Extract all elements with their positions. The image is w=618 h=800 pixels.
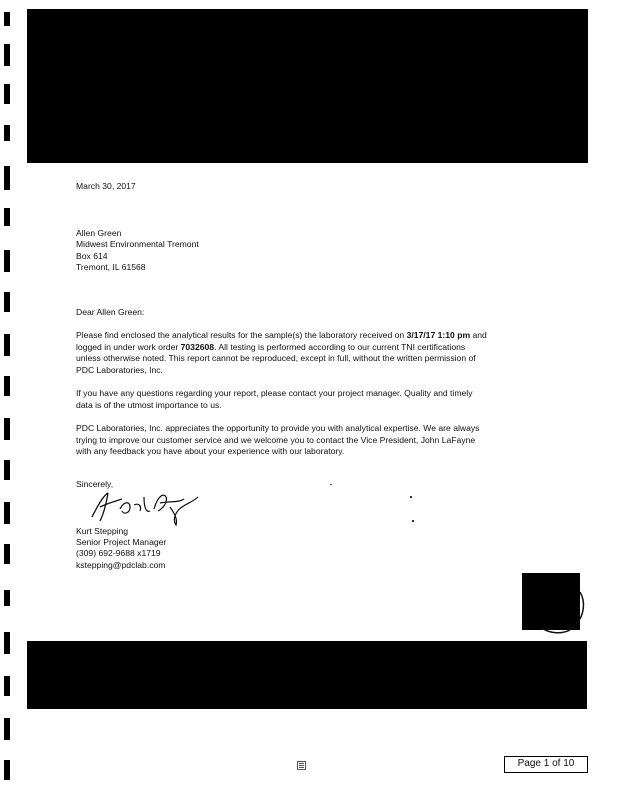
paragraph-questions bbox=[76, 388, 506, 411]
received-datetime: 3/17/17 1:10 pm bbox=[406, 330, 471, 340]
recipient-company: Midwest Environmental Tremont bbox=[76, 239, 199, 249]
paragraph-feedback-line2: trying to improve our customer service and we welcome you to contact the Vice President, John LaFayne bbox=[76, 434, 476, 445]
recipient-address-line2: Tremont, IL 61568 bbox=[76, 262, 146, 272]
handwritten-signature bbox=[86, 487, 201, 527]
text-span: logged in under work order bbox=[76, 341, 181, 352]
signer-phone: (309) 692-9688 x1719 bbox=[76, 548, 161, 558]
text-span: and bbox=[470, 330, 487, 340]
page-number-label: Page 1 of 10 bbox=[504, 756, 588, 773]
paragraph-questions-line1: If you have any questions regarding your report, please contact your project manager. Quality and timely bbox=[76, 388, 473, 398]
salutation: Dear Allen Green: bbox=[76, 307, 145, 317]
scan-speck bbox=[410, 496, 412, 498]
paragraph-results-line1 bbox=[76, 330, 506, 342]
scan-speck bbox=[412, 520, 414, 522]
recipient-name: Allen Green bbox=[76, 228, 122, 238]
closing: Sincerely, bbox=[76, 479, 114, 489]
recipient-address-line1: Box 614 bbox=[76, 251, 108, 261]
paragraph-feedback bbox=[76, 423, 506, 458]
signer-email: kstepping@pdclab.com bbox=[76, 560, 166, 570]
paragraph-results-line2 bbox=[76, 342, 506, 354]
scan-speck bbox=[330, 484, 332, 485]
paragraph-results-line3: unless otherwise noted. This report cannot be reproduced, except in full, without the written permission of bbox=[76, 353, 476, 364]
work-order-number: 7032608 bbox=[180, 341, 215, 352]
signer-title: Senior Project Manager bbox=[76, 537, 167, 547]
paragraph-feedback-line3: with any feedback you have about your experience with our laboratory. bbox=[76, 446, 345, 457]
text-span: . All testing is performed according to our current TNI certifications bbox=[214, 341, 466, 352]
paragraph-questions-line2: data is of the utmost importance to us. bbox=[76, 399, 222, 410]
footer-barcode-icon bbox=[297, 761, 306, 772]
redacted-footer-block bbox=[27, 641, 587, 709]
seal-outline-fragment bbox=[536, 570, 586, 636]
redacted-letterhead bbox=[27, 9, 588, 163]
paragraph-feedback-line1: PDC Laboratories, Inc. appreciates the opportunity to provide you with analytical expertise. We are always bbox=[76, 423, 480, 433]
scan-edge-marks bbox=[4, 0, 16, 800]
letter-date: March 30, 2017 bbox=[76, 181, 136, 191]
paragraph-results bbox=[76, 330, 506, 376]
signer-name: Kurt Stepping bbox=[76, 526, 129, 536]
text-span: Please find enclosed the analytical results for the sample(s) the laboratory received on bbox=[76, 330, 407, 340]
paragraph-results-line4: PDC Laboratories, Inc. bbox=[76, 364, 163, 375]
